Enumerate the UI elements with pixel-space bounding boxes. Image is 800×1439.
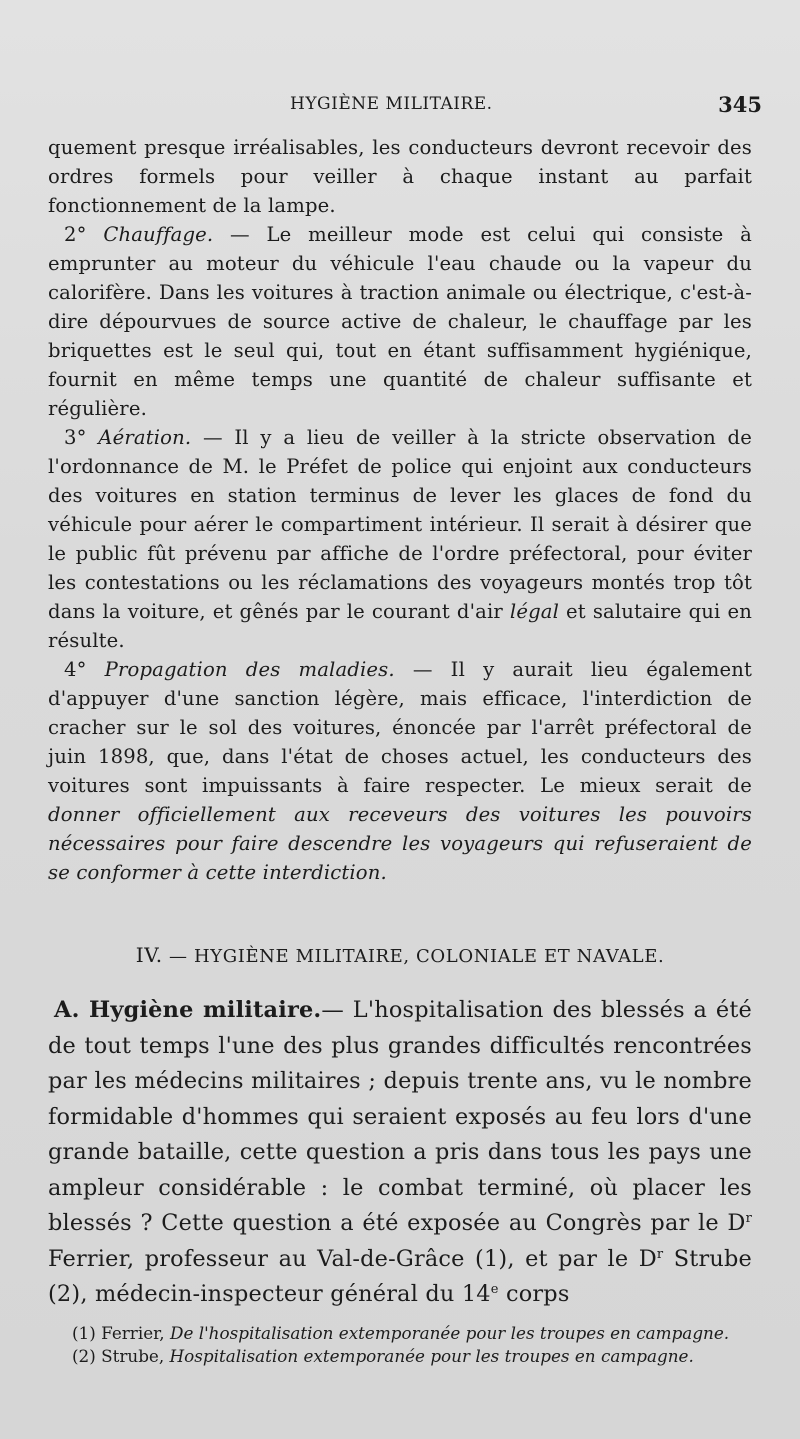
footnote-1	[48, 1322, 752, 1345]
superscript: e	[490, 1282, 499, 1297]
item-title: Propagation des maladies.	[104, 658, 395, 681]
paragraph-aeration	[48, 423, 752, 655]
superscript: r	[745, 1211, 752, 1226]
paragraph-propagation	[48, 655, 752, 887]
running-title: HYGIÈNE MILITAIRE.	[290, 94, 493, 114]
section-text: Strube (2), médecin-inspecteur général du 14	[48, 1245, 752, 1307]
section-heading	[0, 943, 800, 967]
footnote-author: Ferrier,	[101, 1323, 165, 1343]
item-number: 3°	[64, 426, 87, 449]
item-number: 4°	[64, 658, 87, 681]
item-text: — Le meilleur mode est celui qui consiste à emprunter au moteur du véhicule l'eau chaude ou la vapeur du calorifère. Dans les voitures à traction animale ou électrique, c'est-à-dire dépourvues de source active de chaleur, le chauffage par les briquettes est le seul qui, tout en étant suffisamment hygiénique, fournit en même temps une quantité de chaleur suffisante et régulière.	[48, 223, 752, 420]
item-text: — Il y a lieu de veiller à la stricte observation de l'ordonnance de M. le Préfet de police qui enjoint aux conducteurs des voitures en station terminus de lever les glaces de fond du véhicule pour aérer le compartiment intérieur. Il serait à désirer que le public fût prévenu par affiche de l'ordre préfectoral, pour éviter les contestations ou les réclamations des voyageurs montés trop tôt dans la voiture, et gênés par le courant d'air	[48, 426, 752, 623]
item-text: — Il y aurait lieu également d'appuyer d'une sanction légère, mais efficace, l'interdiction de cracher sur le sol des voitures, énoncée par l'arrêt préfectoral de juin 1898, que, dans l'état de choses actuel, les conducteurs des voitures sont impuissants à faire respecter. Le mieux serait de	[48, 658, 752, 797]
footnote-title: Hospitalisation extemporanée pour les troupes en campagne.	[169, 1346, 694, 1366]
item-title: Chauffage.	[103, 223, 214, 246]
paragraph-lighting-end: quement presque irréalisables, les conducteurs devront recevoir des ordres formels pour veiller à chaque instant au parfait fonctionnement de la lampe.	[48, 136, 752, 217]
paragraph-chauffage	[48, 220, 752, 423]
page-header	[0, 92, 800, 122]
item-number: 2°	[64, 223, 87, 246]
runin-heading: A. Hygiène militaire.	[54, 997, 322, 1023]
paragraph-hygiene-militaire	[48, 993, 752, 1313]
section-numeral: IV.	[135, 943, 163, 967]
page-number: 345	[718, 92, 762, 117]
item-text-end: et salutaire qui en résulte.	[48, 600, 752, 652]
section-text: corps	[498, 1281, 570, 1307]
footnote-number: (1)	[72, 1323, 96, 1343]
item-title: Aération.	[98, 426, 192, 449]
section-body	[48, 993, 752, 1313]
footnote-2	[48, 1345, 752, 1368]
footnote-author: Strube,	[101, 1346, 165, 1366]
footnotes	[48, 1322, 752, 1368]
emphasis: légal	[509, 600, 560, 623]
section-title: HYGIÈNE MILITAIRE, COLONIALE ET NAVALE.	[193, 946, 665, 967]
emphasis: donner officiellement aux receveurs des voitures les pouvoirs nécessaires pour faire descendre les voyageurs qui refuseraient de se conformer à cette interdiction.	[48, 803, 752, 884]
section-dash: —	[169, 946, 188, 967]
footnote-number: (2)	[72, 1346, 96, 1366]
body-text	[48, 133, 752, 887]
section-text: — L'hospitalisation des blessés a été de tout temps l'une des plus grandes difficultés rencontrées par les médecins militaires ; depuis trente ans, vu le nombre formidable d'hommes qui seraient exposés au feu lors d'une grande bataille, cette question a pris dans tous les pays une ampleur considérable : le combat terminé, où placer les blessés ? Cette question a été exposée au Congrès par le D	[48, 997, 752, 1236]
superscript: r	[656, 1246, 664, 1262]
section-text: Ferrier, professeur au Val-de-Grâce (1), et par le D	[48, 1245, 657, 1272]
footnote-title: De l'hospitalisation extemporanée pour les troupes en campagne.	[169, 1323, 730, 1343]
